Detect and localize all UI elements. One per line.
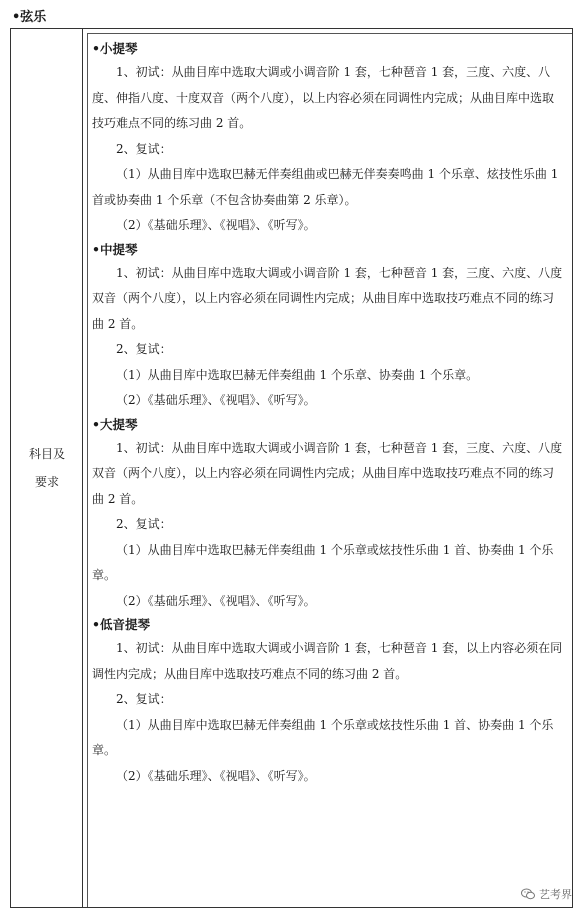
row-label-line-2: 要求	[34, 475, 59, 489]
paragraph: 1、初试：从曲目库中选取大调或小调音阶 1 套，七种琶音 1 套，三度、六度、八度双音（两个八度），以上内容必须在同调性内完成；从曲目库中选取技巧难点不同的练习曲 2 首。	[92, 440, 563, 506]
paragraph: （2）《基础乐理》、《视唱》、《听写》。	[116, 593, 316, 608]
paragraph: （2）《基础乐理》、《视唱》、《听写》。	[116, 393, 316, 407]
content-cell	[87, 33, 572, 907]
row-label	[11, 440, 83, 496]
wechat-icon	[521, 888, 535, 900]
row-label-cell	[11, 29, 83, 907]
paragraph: （1）从曲目库中选取巴赫无伴奏组曲 1 个乐章、协奏曲 1 个乐章。	[116, 367, 479, 382]
watermark	[521, 886, 572, 902]
paragraph: （2）《基础乐理》、《视唱》、《听写》。	[116, 218, 316, 232]
paragraph: 2、复试：	[116, 342, 172, 356]
section-title: •小提琴	[92, 41, 138, 56]
section-violin	[92, 38, 564, 239]
section-title: •低音提琴	[92, 617, 150, 632]
paragraph: 2、复试：	[116, 141, 172, 156]
section-double-bass	[92, 614, 564, 789]
section-title: •中提琴	[92, 241, 138, 257]
paragraph: 1、初试：从曲目库中选取大调或小调音阶 1 套，七种琶音 1 套，以上内容必须在同调性内完成；从曲目库中选取技巧难点不同的练习曲 2 首。	[92, 641, 563, 681]
paragraph: （1）从曲目库中选取巴赫无伴奏组曲 1 个乐章或炫技性乐曲 1 首、协奏曲 1 个乐章。	[92, 717, 554, 757]
paragraph: （1）从曲目库中选取巴赫无伴奏组曲或巴赫无伴奏奏鸣曲 1 个乐章、炫技性乐曲 1 首或协奏曲 1 个乐章（不包含协奏曲第 2 乐章）。	[92, 167, 559, 207]
section-viola	[92, 239, 564, 414]
row-label-line-1: 科目及	[28, 447, 65, 461]
paragraph: 1、初试：从曲目库中选取大调或小调音阶 1 套，七种琶音 1 套，三度、六度、八度双音（两个八度），以上内容必须在同调性内完成；从曲目库中选取技巧难点不同的练习曲 2 首。	[92, 265, 563, 331]
paragraph: 2、复试：	[116, 517, 172, 531]
content-body	[92, 38, 564, 789]
paragraph: （2）《基础乐理》、《视唱》、《听写》。	[116, 768, 316, 783]
paragraph: 2、复试：	[116, 692, 172, 706]
paragraph: 1、初试：从曲目库中选取大调或小调音阶 1 套，七种琶音 1 套，三度、六度、八度、伸指八度、十度双音（两个八度），以上内容必须在同调性内完成；从曲目库中选取技巧难点不同的练习曲 2 首。	[92, 65, 555, 130]
section-title: •大提琴	[92, 416, 138, 432]
requirements-table	[10, 28, 573, 908]
section-heading: •弦乐	[12, 10, 47, 25]
watermark-text: 艺考界	[539, 888, 572, 901]
section-cello	[92, 414, 564, 615]
paragraph: （1）从曲目库中选取巴赫无伴奏组曲 1 个乐章或炫技性乐曲 1 首、协奏曲 1 个乐章。	[92, 542, 554, 582]
